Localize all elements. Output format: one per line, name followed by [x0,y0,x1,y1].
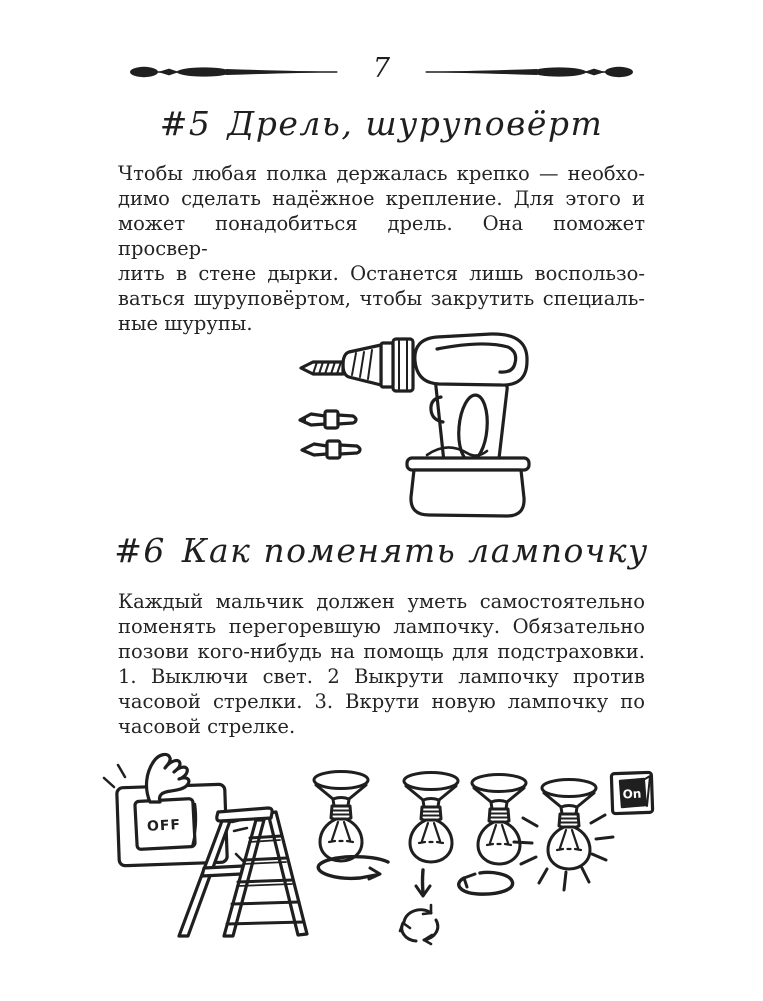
section5-heading-title: Дрель, шуруповёрт [227,104,604,143]
section6-heading-title: Как поменять лампочку [181,531,649,570]
paragraph-line: ваться шуруповёртом, чтобы закрутить специаль- [118,287,645,310]
off-switch-label: OFF [146,817,182,835]
drill-bit-icon [301,362,343,374]
down-arrow-icon [416,870,430,896]
drill-chuck [343,339,413,391]
drill-battery [407,447,529,516]
section5-heading [0,101,763,147]
bulb-dispose-icon [400,773,458,945]
lit-bulb-icon [514,780,613,891]
clockwise-arrow-icon [459,872,513,894]
drill-illustration [287,327,535,519]
paragraph-line: 1. Выключи свет. 2 Выкрути лампочку против [118,665,645,688]
flourish-left-icon [128,64,341,80]
section5-paragraph [118,161,645,336]
on-switch-label: On [622,786,642,802]
section6-heading-number: #6 [114,531,166,570]
paragraph-line: Чтобы любая полка держалась крепко — необхо- [118,162,645,185]
paragraph-line: часовой стрелки. 3. Вкрути новую лампочку по [118,690,645,713]
bulb-unscrew-icon [314,772,388,880]
counterclockwise-arrow-icon [318,857,388,879]
page-number: 7 [372,53,391,84]
screwdriver-bits-icon [300,411,360,458]
section5-heading-number: #5 [159,104,212,143]
bulb-screw-icon [459,775,526,895]
paragraph-line: димо сделать надёжное крепление. Для этого и [118,187,645,210]
page-header [0,53,763,87]
drill-body [415,334,527,385]
lightbulb-steps-illustration [0,750,763,965]
paragraph-line: позови кого-нибудь на помощь для подстраховки. [118,640,645,663]
on-switch-icon [611,772,652,813]
paragraph-line: ные шурупы. [118,312,253,335]
section6-paragraph [118,589,645,739]
paragraph-line: Каждый мальчик должен уметь самостоятельно [118,590,645,613]
section6-heading [0,528,763,574]
paragraph-line: поменять перегоревшую лампочку. Обязательно [118,615,645,638]
paragraph-line: часовой стрелке. [118,715,296,738]
recycle-arrows-icon [400,905,438,944]
flourish-right-icon [422,64,635,80]
paragraph-line: лить в стене дырки. Останется лишь воспользо- [118,262,645,285]
paragraph-line: может понадобиться дрель. Она поможет просвер- [118,212,645,260]
